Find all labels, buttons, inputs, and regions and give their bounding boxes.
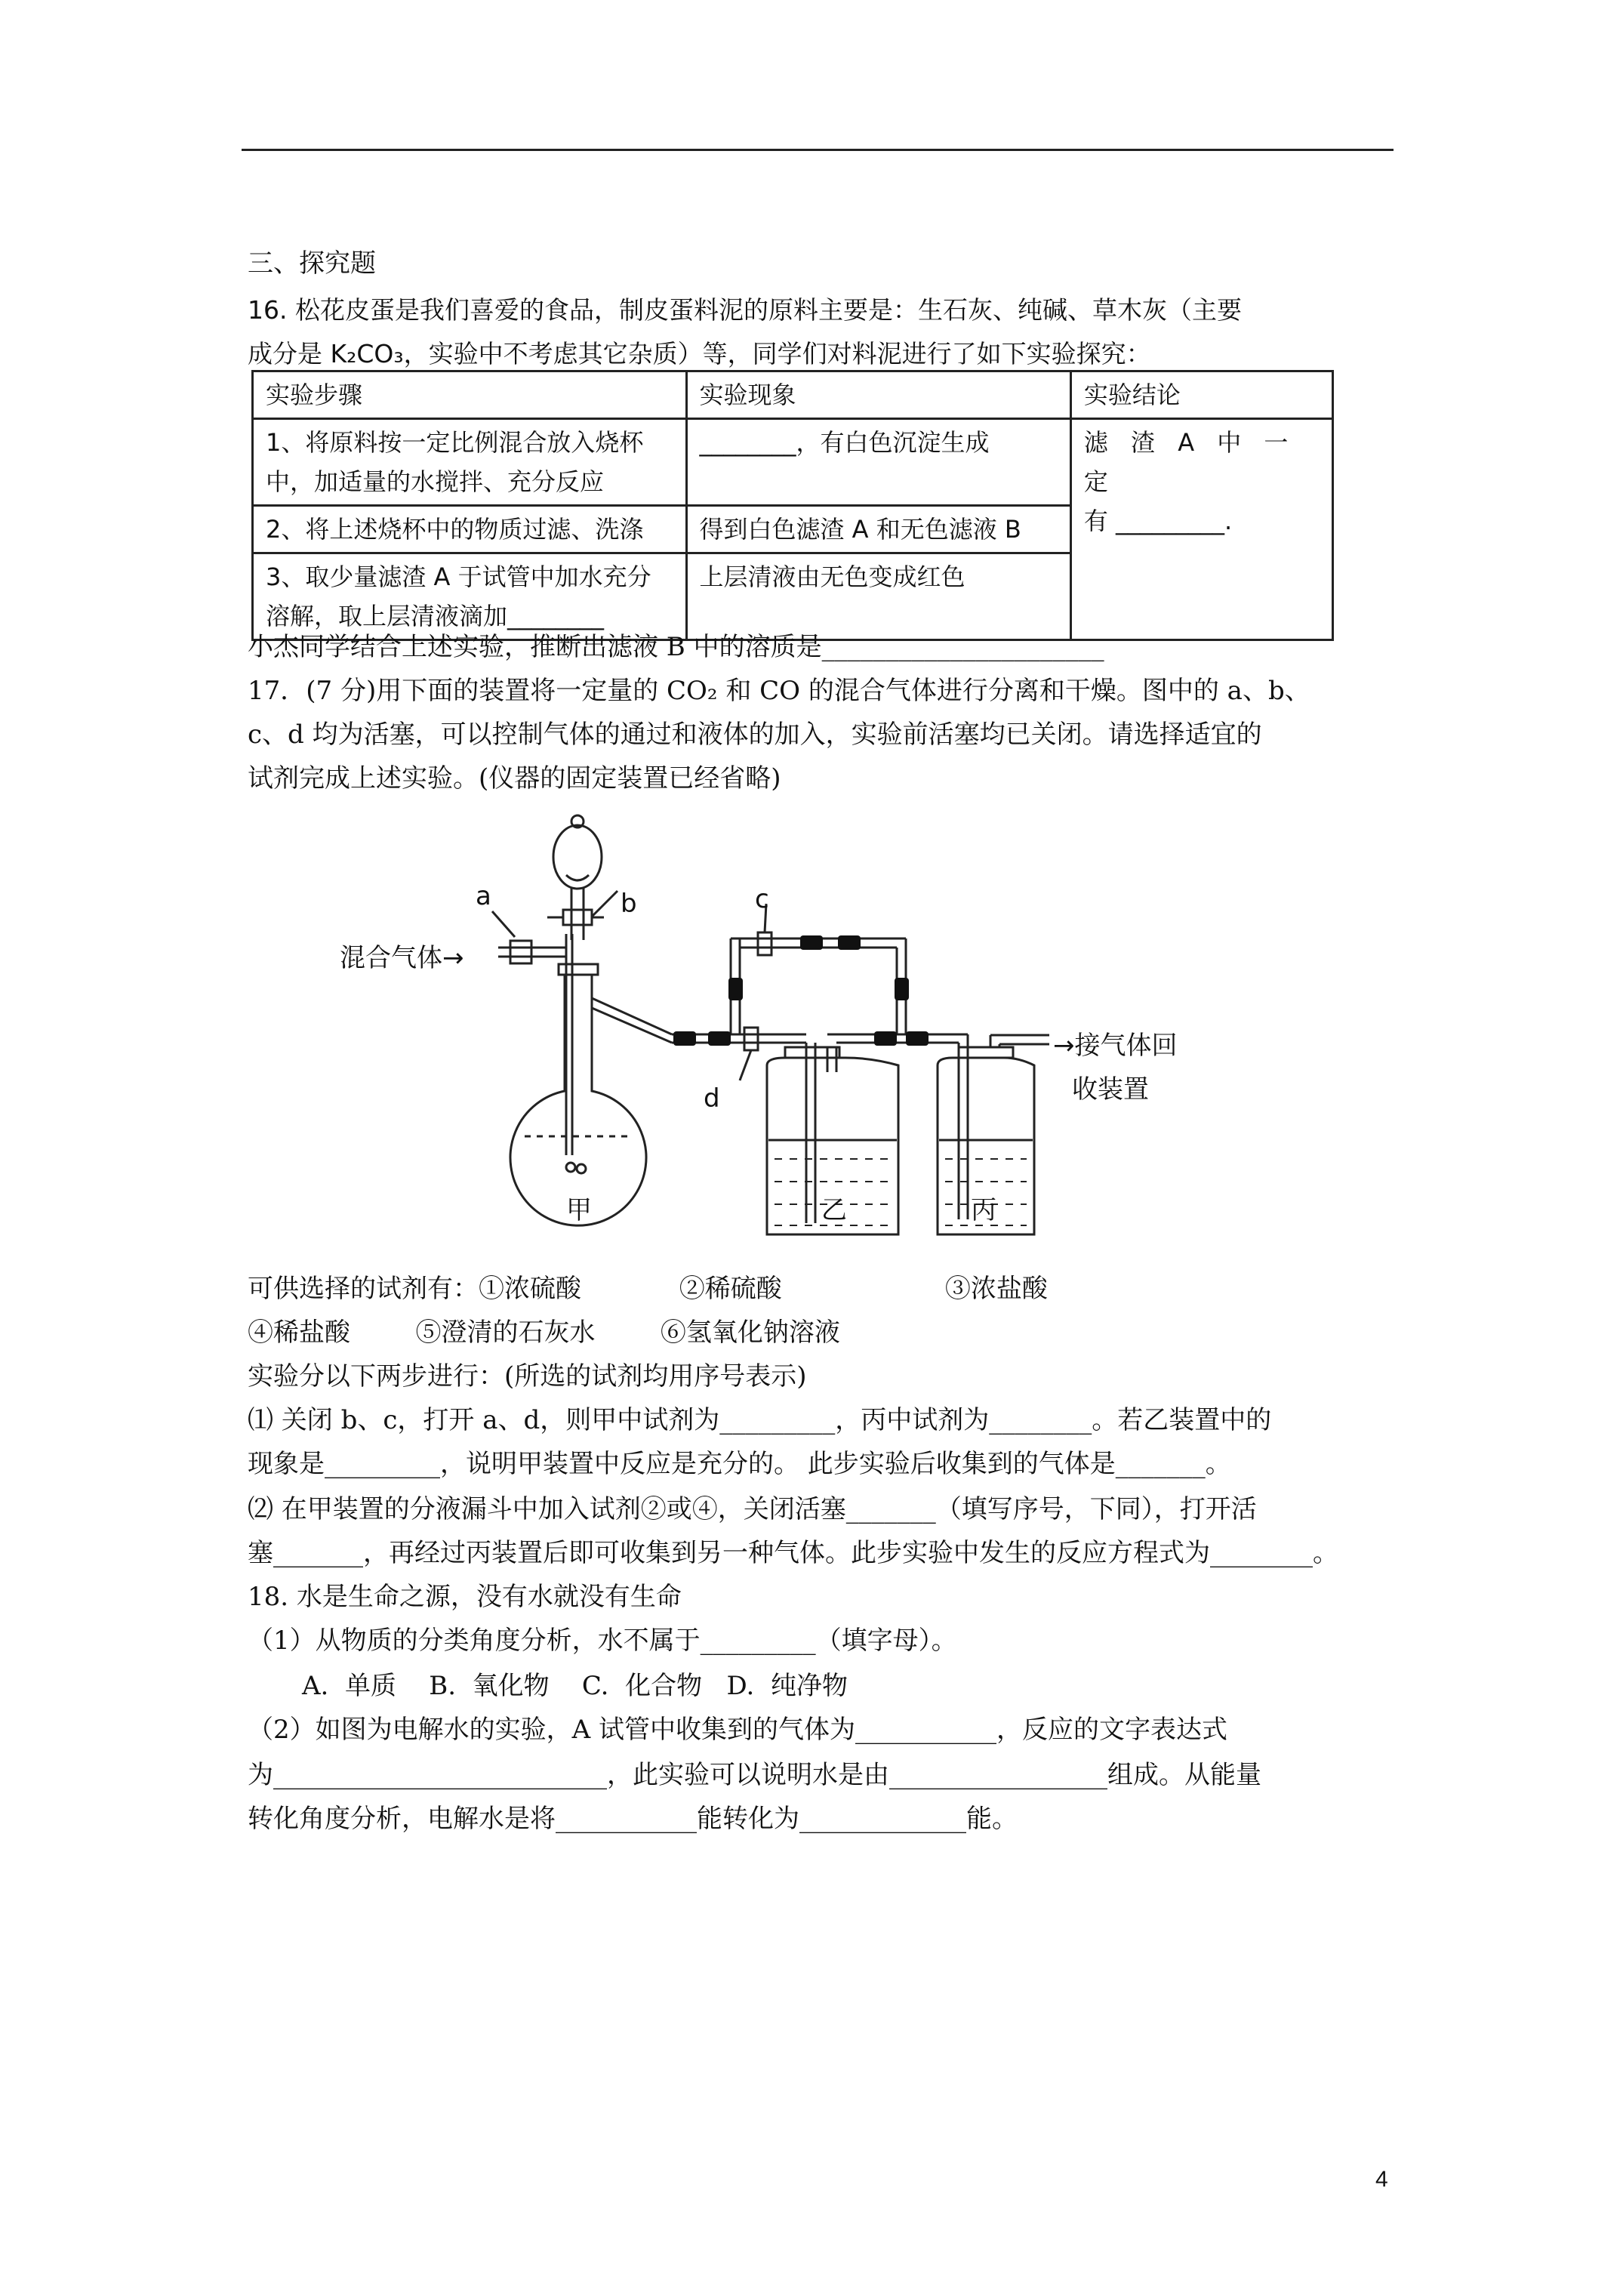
conclusion-line: 有 _________. [1083, 507, 1233, 535]
separatory-funnel [553, 825, 602, 889]
label-b: b [621, 889, 637, 919]
table-cell-step: 2、将上述烧杯中的物质过滤、洗涤 [253, 506, 687, 553]
stopcock-b [563, 910, 592, 925]
flask-stopper [559, 964, 598, 975]
steps-intro: 实验分以下两步进行：(所选的试剂均用序号表示) [248, 1361, 807, 1391]
apparatus-diagram [317, 812, 1238, 1250]
page-number: 4 [1375, 2167, 1388, 2192]
conclusion-line: 滤 渣 A 中 一 定 [1083, 428, 1296, 496]
q17-line-3: 试剂完成上述实验。(仪器的固定装置已经省略) [248, 763, 781, 794]
label-yi: 乙 [821, 1195, 847, 1225]
q16-line-1: 16. 松花皮蛋是我们喜爱的食品，制皮蛋料泥的原料主要是：生石灰、纯碱、草木灰（主要 [248, 295, 1242, 325]
section-title: 三、探究题 [248, 248, 376, 279]
table-cell-phenomenon: 上层清液由无色变成红色 [686, 553, 1070, 640]
step-line: 3、取少量滤渣 A 于试管中加水充分 [266, 562, 651, 591]
step-line: 中，加适量的水搅拌、充分反应 [266, 467, 605, 496]
outlet-label-2: 收装置 [1072, 1074, 1149, 1105]
step-line: 溶解，取上层清液滴加________ [266, 602, 605, 630]
step-line: 1、将原料按一定比例混合放入烧杯 [266, 428, 644, 457]
table-header-phenomenon: 实验现象 [686, 371, 1070, 419]
header-rule [242, 149, 1394, 151]
label-d: d [704, 1083, 720, 1114]
step2-line-1: ⑵ 在甲装置的分液漏斗中加入试剂②或④，关闭活塞_______（填写序号，下同），打开活 [248, 1494, 1257, 1524]
label-jia: 甲 [566, 1195, 592, 1225]
bottle-yi-stopper [785, 1047, 839, 1058]
label-a: a [476, 881, 491, 911]
reagent-list-1: 可供选择的试剂有：①浓硫酸 ②稀硫酸 ③浓盐酸 [248, 1274, 1048, 1304]
q18-part2-line-2: 为__________________________，此实验可以说明水是由_________________组成。从能量 [248, 1760, 1261, 1790]
table-cell-phenomenon: 得到白色滤渣 A 和无色滤液 B [686, 506, 1070, 553]
q17-line-2: c、d 均为活塞，可以控制气体的通过和液体的加入，实验前活塞均已关闭。请选择适宜的 [248, 720, 1262, 750]
reagent-list-2: ④稀盐酸 ⑤澄清的石灰水 ⑥氢氧化钠溶液 [248, 1318, 840, 1348]
table-cell-step [253, 419, 687, 506]
table-header-row [253, 371, 1333, 419]
q18-part1: （1）从物质的分类角度分析，水不属于_________（填字母）。 [248, 1626, 957, 1656]
table-header-step: 实验步骤 [253, 371, 687, 419]
q18-part2-line-1: （2）如图为电解水的实验，A 试管中收集到的气体为___________，反应的文字表达式 [248, 1715, 1227, 1745]
label-c: c [755, 884, 769, 914]
q17-line-1: 17．(7 分)用下面的装置将一定量的 CO₂ 和 CO 的混合气体进行分离和干燥。图中的 a、b、 [248, 676, 1310, 706]
step1-line-1: ⑴ 关闭 b、c，打开 a、d，则甲中试剂为_________，丙中试剂为________。若乙装置中的 [248, 1405, 1272, 1435]
stopcock-d [744, 1028, 758, 1050]
table-cell-conclusion [1070, 419, 1332, 640]
step1-line-2: 现象是_________，说明甲装置中反应是充分的。 此步实验后收集到的气体是_______。 [248, 1449, 1231, 1479]
q16-inference: 小杰同学结合上述实验，推断出滤液 B 中的溶质是______________________ [248, 632, 1104, 662]
experiment-table [251, 370, 1334, 641]
stopcock-a [510, 941, 531, 963]
outlet-label-1: →接气体回 [1053, 1031, 1178, 1061]
table-row [253, 419, 1333, 506]
q18-title: 18. 水是生命之源，没有水就没有生命 [248, 1582, 682, 1612]
label-bing: 丙 [971, 1195, 996, 1225]
table-cell-phenomenon: ________，有白色沉淀生成 [686, 419, 1070, 506]
q16-line-2: 成分是 K₂CO₃，实验中不考虑其它杂质）等，同学们对料泥进行了如下实验探究： [248, 339, 1151, 368]
inlet-label: 混合气体→ [340, 943, 464, 973]
q18-options: A. 单质 B. 氧化物 C. 化合物 D. 纯净物 [302, 1671, 848, 1701]
step2-line-2: 塞_______，再经过丙装置后即可收集到另一种气体。此步实验中发生的反应方程式为________。 [248, 1538, 1338, 1568]
table-header-conclusion: 实验结论 [1070, 371, 1332, 419]
q18-part2-line-3: 转化角度分析，电解水是将___________能转化为_____________能。 [248, 1804, 1018, 1834]
stopcock-c [758, 932, 771, 955]
